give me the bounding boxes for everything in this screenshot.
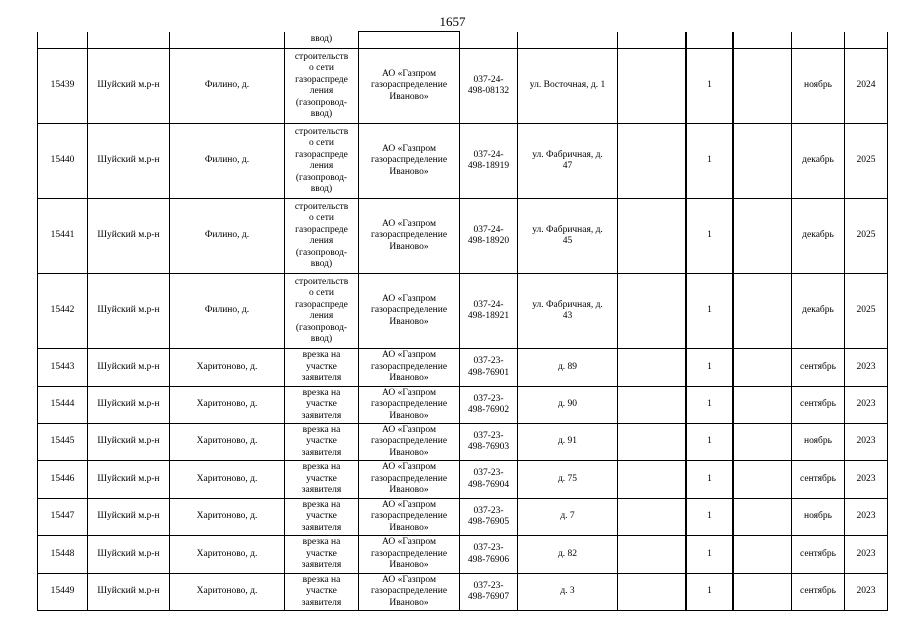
organization-cell xyxy=(359,461,460,499)
application-code-cell xyxy=(460,199,518,274)
district-text: Шуйский м.р-н xyxy=(97,436,160,447)
count-text: 1 xyxy=(707,230,712,241)
organization-text: АО «Газпром газораспределение Иваново» xyxy=(370,68,448,102)
application-code-cell xyxy=(460,424,518,461)
district-text: Шуйский м.р-н xyxy=(97,399,160,410)
month-text: декабрь xyxy=(802,155,834,166)
row-number-cell xyxy=(38,49,88,124)
work-type-text: врезка на участке заявителя xyxy=(301,424,342,458)
year-text: 2023 xyxy=(856,511,876,522)
work-type-text: ввод) xyxy=(310,34,333,44)
application-code-cell xyxy=(460,349,518,387)
year-text: 2023 xyxy=(856,548,876,559)
empty-cell xyxy=(734,499,792,536)
settlement-cell xyxy=(170,461,285,499)
count-text: 1 xyxy=(707,155,712,166)
empty-cell xyxy=(618,124,686,199)
year-cell xyxy=(845,199,888,274)
row-number-text: 15444 xyxy=(50,399,75,410)
empty-cell xyxy=(618,349,686,387)
month-text: ноябрь xyxy=(804,80,832,91)
district-text: Шуйский м.р-н xyxy=(97,305,160,316)
month-text: декабрь xyxy=(802,230,834,241)
settlement-cell xyxy=(170,574,285,611)
row-number-cell xyxy=(38,536,88,574)
month-text: сентябрь xyxy=(800,399,836,410)
settlement-cell xyxy=(170,387,285,424)
count-text: 1 xyxy=(707,436,712,447)
address-cell xyxy=(518,574,618,611)
organization-text: АО «Газпром газораспределение Иваново» xyxy=(370,462,448,496)
address-cell xyxy=(518,49,618,124)
month-cell xyxy=(792,424,845,461)
work-type-text: врезка на участке заявителя xyxy=(301,462,342,496)
work-type-text: врезка на участке заявителя xyxy=(301,387,342,421)
year-text: 2023 xyxy=(856,436,876,447)
address-text: д. 89 xyxy=(557,361,578,372)
work-type-cell xyxy=(285,424,359,461)
application-code-text: 037-24- 498-18920 xyxy=(467,224,510,246)
address-cell xyxy=(518,124,618,199)
organization-text: АО «Газпром газораспределение Иваново» xyxy=(370,537,448,571)
count-cell xyxy=(686,387,734,424)
application-code-cell xyxy=(460,124,518,199)
work-type-cell xyxy=(285,274,359,349)
month-text: ноябрь xyxy=(804,511,832,522)
district-cell xyxy=(88,199,170,274)
count-cell xyxy=(686,461,734,499)
count-text: 1 xyxy=(707,305,712,316)
table-body xyxy=(38,32,888,611)
year-cell xyxy=(845,124,888,199)
settlement-text: Харитоново, д. xyxy=(196,586,258,597)
table-row xyxy=(38,536,888,574)
application-code-cell xyxy=(460,387,518,424)
work-type-text: врезка на участке заявителя xyxy=(301,350,342,384)
month-cell xyxy=(792,124,845,199)
work-type-text: строительств о сети газораспреде ления (газопровод- ввод) xyxy=(294,276,349,344)
settlement-text: Филино, д. xyxy=(204,230,250,241)
address-text: ул. Фабричная, д. 43 xyxy=(532,299,603,321)
address-text: д. 75 xyxy=(557,473,578,484)
application-code-text: 037-23- 498-76906 xyxy=(467,543,510,565)
row-number-text: 15448 xyxy=(50,548,75,559)
year-text: 2025 xyxy=(856,155,876,166)
month-text: сентябрь xyxy=(800,473,836,484)
application-code-text: 037-24- 498-08132 xyxy=(467,74,510,96)
year-text: 2025 xyxy=(856,305,876,316)
count-text: 1 xyxy=(707,361,712,372)
address-text: д. 3 xyxy=(560,586,575,597)
work-type-cell xyxy=(285,199,359,274)
table-row xyxy=(38,349,888,387)
page-number: 1657 xyxy=(439,14,466,29)
year-cell xyxy=(845,274,888,349)
row-number-cell xyxy=(38,124,88,199)
empty-cell xyxy=(618,387,686,424)
work-type-cell xyxy=(285,49,359,124)
table-row xyxy=(38,49,888,124)
settlement-cell xyxy=(170,536,285,574)
table-row xyxy=(38,387,888,424)
application-code-cell xyxy=(460,499,518,536)
address-text: ул. Фабричная, д. 45 xyxy=(532,224,603,246)
organization-cell xyxy=(359,387,460,424)
count-text: 1 xyxy=(707,399,712,410)
month-text: сентябрь xyxy=(800,586,836,597)
settlement-text: Харитоново, д. xyxy=(196,436,258,447)
district-cell xyxy=(88,49,170,124)
application-code-text: 037-23- 498-76907 xyxy=(467,580,510,602)
work-type-cell xyxy=(285,536,359,574)
empty-cell xyxy=(734,574,792,611)
settlement-cell xyxy=(170,499,285,536)
year-cell xyxy=(845,574,888,611)
district-text: Шуйский м.р-н xyxy=(97,230,160,241)
month-text: ноябрь xyxy=(804,436,832,447)
month-cell xyxy=(792,499,845,536)
empty-cell xyxy=(734,124,792,199)
address-text: д. 82 xyxy=(557,548,578,559)
work-type-cell xyxy=(285,387,359,424)
row-number-text: 15449 xyxy=(50,586,75,597)
row-number-text: 15439 xyxy=(50,80,75,91)
table-row xyxy=(38,199,888,274)
district-cell xyxy=(88,387,170,424)
table-row xyxy=(38,124,888,199)
settlement-text: Филино, д. xyxy=(204,155,250,166)
month-cell xyxy=(792,536,845,574)
count-text: 1 xyxy=(707,511,712,522)
row-number-cell xyxy=(38,349,88,387)
organization-text: АО «Газпром газораспределение Иваново» xyxy=(370,143,448,177)
count-cell xyxy=(686,349,734,387)
district-cell xyxy=(88,124,170,199)
settlement-cell xyxy=(170,349,285,387)
work-type-cell xyxy=(285,461,359,499)
table-row xyxy=(38,274,888,349)
table-row xyxy=(38,424,888,461)
row-number-text: 15442 xyxy=(50,305,75,316)
count-text: 1 xyxy=(707,586,712,597)
address-cell xyxy=(518,274,618,349)
settlement-text: Харитоново, д. xyxy=(196,361,258,372)
district-text: Шуйский м.р-н xyxy=(97,473,160,484)
organization-text: АО «Газпром газораспределение Иваново» xyxy=(370,218,448,252)
settlement-text: Филино, д. xyxy=(204,80,250,91)
row-number-cell xyxy=(38,424,88,461)
work-type-text: строительств о сети газораспреде ления (газопровод- ввод) xyxy=(294,51,349,119)
district-text: Шуйский м.р-н xyxy=(97,80,160,91)
settlement-text: Харитоново, д. xyxy=(196,511,258,522)
work-type-cell xyxy=(285,32,359,49)
district-cell xyxy=(88,574,170,611)
table-row xyxy=(38,574,888,611)
organization-cell xyxy=(359,274,460,349)
month-cell xyxy=(792,387,845,424)
work-type-cell xyxy=(285,124,359,199)
district-text: Шуйский м.р-н xyxy=(97,361,160,372)
count-cell xyxy=(686,124,734,199)
settlement-cell xyxy=(170,274,285,349)
row-number-cell xyxy=(38,387,88,424)
row-number-cell xyxy=(38,574,88,611)
count-cell xyxy=(686,49,734,124)
work-type-cell xyxy=(285,574,359,611)
count-cell xyxy=(686,274,734,349)
organization-cell xyxy=(359,124,460,199)
year-text: 2023 xyxy=(856,473,876,484)
organization-text: АО «Газпром газораспределение Иваново» xyxy=(370,350,448,384)
work-type-cell xyxy=(285,349,359,387)
row-number-cell xyxy=(38,461,88,499)
organization-text: АО «Газпром газораспределение Иваново» xyxy=(370,293,448,327)
organization-cell xyxy=(359,49,460,124)
settlement-cell xyxy=(170,124,285,199)
registry-table xyxy=(37,31,888,611)
count-cell xyxy=(686,424,734,461)
settlement-text: Харитоново, д. xyxy=(196,399,258,410)
organization-cell xyxy=(359,199,460,274)
row-number-text: 15440 xyxy=(50,155,75,166)
row-number-text: 15443 xyxy=(50,361,75,372)
empty-cell xyxy=(734,274,792,349)
empty-cell xyxy=(734,461,792,499)
year-cell xyxy=(845,49,888,124)
year-cell xyxy=(845,461,888,499)
year-cell xyxy=(845,499,888,536)
district-cell xyxy=(88,424,170,461)
work-type-text: врезка на участке заявителя xyxy=(301,574,342,608)
settlement-cell xyxy=(170,199,285,274)
table-row xyxy=(38,499,888,536)
district-cell xyxy=(88,536,170,574)
address-text: д. 7 xyxy=(560,511,575,522)
work-type-text: врезка на участке заявителя xyxy=(301,537,342,571)
year-cell xyxy=(845,387,888,424)
year-text: 2023 xyxy=(856,586,876,597)
month-cell xyxy=(792,574,845,611)
count-text: 1 xyxy=(707,80,712,91)
month-cell xyxy=(792,349,845,387)
work-type-text: строительств о сети газораспреде ления (газопровод- ввод) xyxy=(294,201,349,269)
empty-cell xyxy=(618,274,686,349)
district-cell xyxy=(88,461,170,499)
organization-text: АО «Газпром газораспределение Иваново» xyxy=(370,574,448,608)
work-type-text: врезка на участке заявителя xyxy=(301,499,342,533)
month-cell xyxy=(792,49,845,124)
table-row-continued xyxy=(38,32,888,49)
year-cell xyxy=(845,424,888,461)
empty-cell xyxy=(734,199,792,274)
application-code-cell xyxy=(460,574,518,611)
year-text: 2023 xyxy=(856,399,876,410)
application-code-cell xyxy=(460,49,518,124)
application-code-text: 037-23- 498-76901 xyxy=(467,356,510,378)
organization-cell xyxy=(359,499,460,536)
month-cell xyxy=(792,274,845,349)
settlement-cell xyxy=(170,49,285,124)
month-text: декабрь xyxy=(802,305,834,316)
month-text: сентябрь xyxy=(800,548,836,559)
district-cell xyxy=(88,274,170,349)
month-cell xyxy=(792,199,845,274)
address-text: д. 91 xyxy=(557,436,578,447)
district-text: Шуйский м.р-н xyxy=(97,511,160,522)
application-code-text: 037-23- 498-76903 xyxy=(467,430,510,452)
district-text: Шуйский м.р-н xyxy=(97,155,160,166)
district-cell xyxy=(88,349,170,387)
empty-cell xyxy=(618,461,686,499)
empty-cell xyxy=(734,49,792,124)
organization-text: АО «Газпром газораспределение Иваново» xyxy=(370,424,448,458)
application-code-text: 037-24- 498-18921 xyxy=(467,299,510,321)
address-cell xyxy=(518,199,618,274)
row-number-text: 15445 xyxy=(50,436,75,447)
address-cell xyxy=(518,424,618,461)
year-text: 2024 xyxy=(856,80,876,91)
count-cell xyxy=(686,574,734,611)
empty-cell xyxy=(618,49,686,124)
application-code-text: 037-23- 498-76902 xyxy=(467,393,510,415)
application-code-text: 037-24- 498-18919 xyxy=(467,149,510,171)
district-text: Шуйский м.р-н xyxy=(97,586,160,597)
row-number-text: 15446 xyxy=(50,473,75,484)
year-cell xyxy=(845,536,888,574)
organization-text: АО «Газпром газораспределение Иваново» xyxy=(370,387,448,421)
empty-cell xyxy=(734,424,792,461)
organization-cell xyxy=(359,574,460,611)
count-cell xyxy=(686,536,734,574)
empty-cell xyxy=(618,199,686,274)
year-text: 2023 xyxy=(856,361,876,372)
settlement-text: Харитоново, д. xyxy=(196,548,258,559)
organization-text: АО «Газпром газораспределение Иваново» xyxy=(370,499,448,533)
address-text: ул. Восточная, д. 1 xyxy=(529,80,606,91)
organization-cell xyxy=(359,424,460,461)
organization-cell xyxy=(359,349,460,387)
row-number-cell xyxy=(38,199,88,274)
row-number-cell xyxy=(38,274,88,349)
work-type-text: строительств о сети газораспреде ления (газопровод- ввод) xyxy=(294,126,349,194)
work-type-cell xyxy=(285,499,359,536)
address-cell xyxy=(518,349,618,387)
settlement-text: Филино, д. xyxy=(204,305,250,316)
count-text: 1 xyxy=(707,473,712,484)
row-number-text: 15441 xyxy=(50,230,75,241)
count-cell xyxy=(686,499,734,536)
row-number-text: 15447 xyxy=(50,511,75,522)
application-code-cell xyxy=(460,274,518,349)
empty-cell xyxy=(618,499,686,536)
year-text: 2025 xyxy=(856,230,876,241)
empty-cell xyxy=(734,536,792,574)
address-text: д. 90 xyxy=(557,399,578,410)
application-code-text: 037-23- 498-76905 xyxy=(467,505,510,527)
empty-cell xyxy=(618,424,686,461)
month-text: сентябрь xyxy=(800,361,836,372)
settlement-text: Харитоново, д. xyxy=(196,473,258,484)
address-text: ул. Фабричная, д. 47 xyxy=(532,149,603,171)
organization-cell xyxy=(359,536,460,574)
address-cell xyxy=(518,536,618,574)
address-cell xyxy=(518,499,618,536)
table-row xyxy=(38,461,888,499)
month-cell xyxy=(792,461,845,499)
empty-cell xyxy=(618,536,686,574)
row-number-cell xyxy=(38,499,88,536)
district-cell xyxy=(88,499,170,536)
district-text: Шуйский м.р-н xyxy=(97,548,160,559)
address-cell xyxy=(518,461,618,499)
year-cell xyxy=(845,349,888,387)
count-text: 1 xyxy=(707,548,712,559)
empty-cell xyxy=(618,574,686,611)
empty-cell xyxy=(734,387,792,424)
address-cell xyxy=(518,387,618,424)
settlement-cell xyxy=(170,424,285,461)
count-cell xyxy=(686,199,734,274)
application-code-cell xyxy=(460,536,518,574)
empty-cell xyxy=(734,349,792,387)
application-code-text: 037-23- 498-76904 xyxy=(467,468,510,490)
application-code-cell xyxy=(460,461,518,499)
